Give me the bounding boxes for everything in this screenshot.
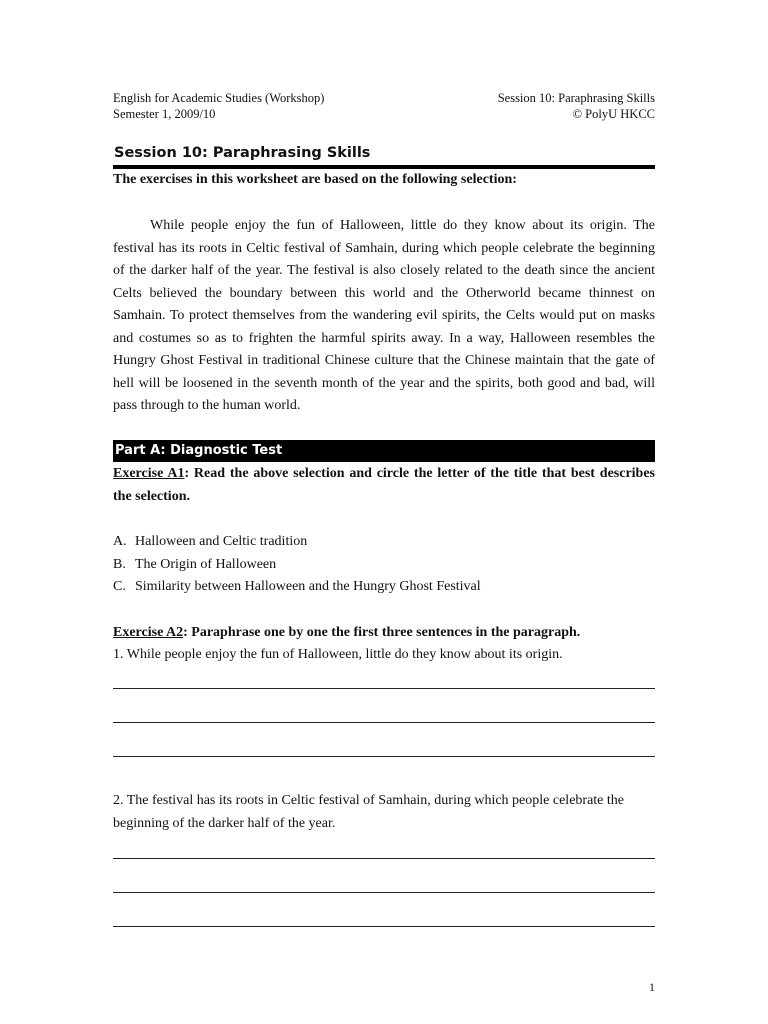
section-bar-part-a: Part A: Diagnostic Test — [113, 440, 655, 462]
option-letter: A. — [113, 534, 127, 549]
answer-line[interactable] — [113, 688, 655, 689]
copyright: © PolyU HKCC — [572, 107, 655, 121]
answer-options — [113, 531, 655, 599]
option-a[interactable] — [113, 531, 655, 554]
answer-line[interactable] — [113, 756, 655, 757]
question-2: 2. The festival has its roots in Celtic festival of Samhain, during which people celebrate the beginning of the darker half of the year. — [113, 793, 624, 831]
answer-line[interactable] — [113, 892, 655, 893]
exercise-a2-label: Exercise A2 — [113, 625, 184, 640]
session-name: Session 10: Paraphrasing Skills — [497, 91, 655, 105]
option-text: The Origin of Halloween — [135, 556, 277, 572]
option-c[interactable] — [113, 576, 655, 599]
option-letter: B. — [113, 556, 126, 572]
page-title: Session 10: Paraphrasing Skills — [114, 145, 371, 161]
exercise-a1-instruction: : Read the above selection and circle the letter of the title that best describes the selection. — [113, 466, 656, 504]
option-text: Similarity between Halloween and the Hungry Ghost Festival — [135, 579, 481, 594]
title-rule — [113, 165, 655, 169]
exercise-a2-instruction: : Paraphrase one by one the first three sentences in the paragraph. — [183, 625, 581, 640]
title-block — [113, 143, 655, 169]
header-left — [113, 90, 324, 122]
exercise-a1 — [113, 463, 655, 508]
header-right — [498, 90, 655, 122]
answer-line[interactable] — [113, 858, 655, 859]
intro-text: The exercises in this worksheet are based on the following selection: — [113, 172, 517, 187]
option-letter: C. — [113, 579, 126, 594]
page-number: 1 — [649, 980, 655, 994]
selection-paragraph: While people enjoy the fun of Halloween, little do they know about its origin. The festival has its roots in Celtic festival of Samhain, during which people celebrate the beginning of the darker half of the year. The festival is also closely related to the death since the ancient Celts believed the boundary between this world and the Otherworld became thinnest on Samhain. To protect themselves from the wandering evil spirits, the Celts would put on masks and costumes so as to frighten the harmful spirits away. In a way, Halloween resembles the Hungry Ghost Festival in traditional Chinese culture that the Chinese maintain that the gate of hell will be loosened in the seventh month of the year and the spirits, both good and bad, will pass through to the human world. — [113, 218, 655, 413]
course-name: English for Academic Studies (Workshop) — [113, 91, 325, 105]
option-text: Halloween and Celtic tradition — [135, 534, 308, 549]
answer-line[interactable] — [113, 926, 655, 927]
question-1: 1. While people enjoy the fun of Halloween, little do they know about its origin. — [113, 647, 563, 662]
exercise-a2 — [113, 622, 655, 645]
answer-line[interactable] — [113, 722, 655, 723]
option-b[interactable] — [113, 554, 655, 577]
exercise-a1-label: Exercise A1 — [113, 466, 185, 481]
semester: Semester 1, 2009/10 — [113, 107, 216, 121]
